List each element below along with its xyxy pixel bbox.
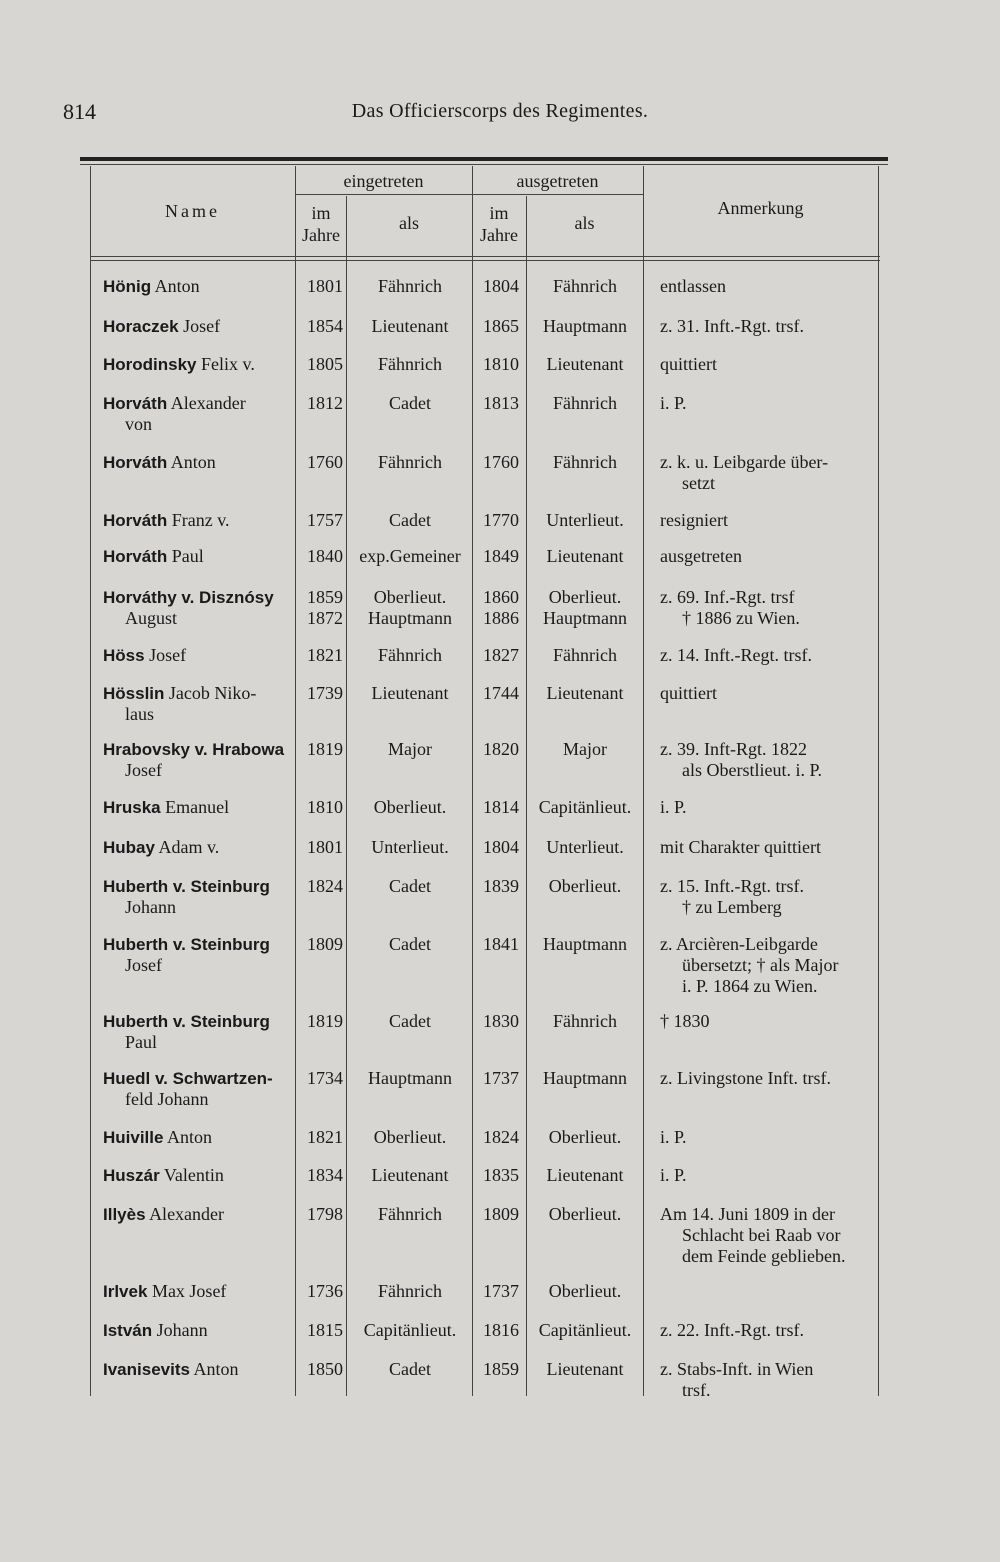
exit-rank: Capitänlieut.	[538, 797, 632, 817]
exit-year-line: 1886	[483, 608, 519, 628]
header-in-year: im Jahre	[302, 203, 340, 245]
surname: Hönig	[103, 277, 152, 296]
exit-year: 1810	[483, 354, 519, 374]
remark-line: i. P.	[660, 1165, 687, 1185]
name-cell	[103, 645, 298, 666]
remark-line: quittiert	[660, 354, 717, 374]
exit-rank-line: Oberlieut.	[548, 587, 622, 607]
name-cell	[103, 1320, 298, 1341]
remark-line: z. Livingstone Inft. trsf.	[660, 1068, 831, 1088]
column-divider	[526, 196, 527, 1396]
column-divider	[472, 166, 473, 1396]
given-name: Alexander	[149, 1204, 225, 1224]
surname: Horváthy v. Disznósy	[103, 588, 274, 607]
name-cell	[103, 1165, 298, 1186]
surname: Huberth v. Steinburg	[103, 877, 270, 896]
name-continuation: Josef	[125, 760, 162, 780]
exit-year: 1809	[483, 1204, 519, 1224]
remark-cell	[660, 1127, 882, 1148]
remark-cell	[660, 316, 882, 337]
name-cell	[103, 354, 298, 375]
remark-cell	[660, 934, 882, 997]
exit-rank: Fähnrich	[553, 276, 617, 296]
remark-cell	[660, 683, 882, 704]
surname: Horváth	[103, 547, 168, 566]
remark-line: resigniert	[660, 510, 728, 530]
name-cell	[103, 1127, 298, 1148]
exit-rank: Fähnrich	[553, 452, 617, 472]
surname: Huberth v. Steinburg	[103, 935, 270, 954]
remark-line: † 1886 zu Wien.	[682, 608, 800, 628]
entry-rank: Cadet	[389, 393, 431, 413]
remark-line: Am 14. Juni 1809 in der	[660, 1204, 835, 1224]
exit-year: 1804	[483, 837, 519, 857]
exit-year: 1737	[483, 1281, 519, 1301]
name-cell	[103, 546, 298, 567]
entry-year-line: 1872	[307, 608, 343, 628]
entry-rank: exp.Gemeiner	[359, 546, 461, 566]
entry-rank-line: Oberlieut.	[373, 587, 447, 607]
exit-year: 1804	[483, 276, 519, 296]
entry-rank: Capitänlieut.	[363, 1320, 457, 1340]
entry-year: 1736	[307, 1281, 343, 1301]
name-cell	[103, 1068, 298, 1110]
exit-rank: Oberlieut.	[548, 1127, 622, 1147]
entry-year: 1815	[307, 1320, 343, 1340]
exit-year: 1841	[483, 934, 519, 954]
exit-year: 1744	[483, 683, 519, 703]
given-name: Anton	[193, 1359, 239, 1379]
header-eingetreten: eingetreten	[343, 171, 424, 191]
exit-year: 1824	[483, 1127, 519, 1147]
exit-year: 1816	[483, 1320, 519, 1340]
entry-year: 1824	[307, 876, 343, 896]
surname: Huedl v. Schwartzen-	[103, 1069, 273, 1088]
entry-year: 1840	[307, 546, 343, 566]
entry-year: 1821	[307, 1127, 343, 1147]
given-name: Johann	[156, 1320, 208, 1340]
surname: Horváth	[103, 511, 168, 530]
entry-rank: Cadet	[389, 1359, 431, 1379]
exit-year: 1813	[483, 393, 519, 413]
remark-cell	[660, 1011, 882, 1032]
remark-cell	[660, 510, 882, 531]
entry-rank: Major	[388, 739, 432, 759]
entry-year: 1810	[307, 797, 343, 817]
remark-line: i. P.	[660, 393, 687, 413]
given-name: Emanuel	[165, 797, 230, 817]
remark-line: z. Stabs-Inft. in Wien	[660, 1359, 814, 1379]
entry-rank: Fähnrich	[378, 1204, 442, 1224]
remark-cell	[660, 1204, 882, 1267]
surname: Irlvek	[103, 1282, 148, 1301]
entry-rank: Fähnrich	[378, 645, 442, 665]
remark-line: † 1830	[660, 1011, 710, 1031]
header-in-als: als	[399, 213, 419, 233]
surname: Huiville	[103, 1128, 164, 1147]
remark-line: entlassen	[660, 276, 726, 296]
table-top-rule-thin	[80, 164, 888, 165]
entry-year-line: 1859	[307, 587, 343, 607]
remark-cell	[660, 587, 882, 629]
remark-line: setzt	[682, 473, 715, 493]
header-ausgetreten: ausgetreten	[516, 171, 599, 191]
remark-cell	[660, 1068, 882, 1089]
entry-rank: Oberlieut.	[373, 1127, 447, 1147]
entry-rank: Hauptmann	[368, 1068, 452, 1088]
surname: Horodinsky	[103, 355, 197, 374]
name-cell	[103, 1204, 298, 1225]
entry-year	[300, 587, 350, 629]
remark-cell	[660, 797, 882, 818]
remark-cell	[660, 393, 882, 414]
entry-year: 1805	[307, 354, 343, 374]
surname: Hösslin	[103, 684, 165, 703]
entry-rank: Fähnrich	[378, 1281, 442, 1301]
header-subrule	[295, 194, 472, 195]
exit-rank: Fähnrich	[553, 645, 617, 665]
name-continuation: laus	[125, 704, 154, 724]
given-name: Anton	[166, 1127, 212, 1147]
surname: Hruska	[103, 798, 161, 817]
name-cell	[103, 587, 298, 629]
surname: Horaczek	[103, 317, 179, 336]
running-head: Das Officierscorps des Regimentes.	[351, 100, 649, 122]
exit-rank: Fähnrich	[553, 1011, 617, 1031]
name-continuation: Josef	[125, 955, 162, 975]
exit-rank: Hauptmann	[543, 1068, 627, 1088]
remark-cell	[660, 276, 882, 297]
surname: Horváth	[103, 394, 168, 413]
remark-line: ausgetreten	[660, 546, 742, 566]
entry-year: 1812	[307, 393, 343, 413]
entry-year: 1760	[307, 452, 343, 472]
surname: Hubay	[103, 838, 155, 857]
surname: Hrabovsky v. Hrabowa	[103, 740, 285, 759]
surname: Illyès	[103, 1205, 146, 1224]
given-name: Max Josef	[151, 1281, 227, 1301]
remark-line: z. 22. Inft.-Rgt. trsf.	[660, 1320, 804, 1340]
exit-year: 1827	[483, 645, 519, 665]
remark-cell	[660, 546, 882, 567]
remark-line: i. P. 1864 zu Wien.	[682, 976, 818, 996]
header-remark: Anmerkung	[717, 198, 804, 218]
entry-rank: Fähnrich	[378, 452, 442, 472]
given-name: Adam v.	[158, 837, 220, 857]
surname: Ivanisevits	[103, 1360, 190, 1379]
name-cell	[103, 876, 298, 918]
given-name: Josef	[149, 645, 187, 665]
name-cell	[103, 1281, 298, 1302]
entry-year: 1798	[307, 1204, 343, 1224]
entry-year: 1834	[307, 1165, 343, 1185]
header-out-year: im Jahre	[480, 203, 518, 245]
entry-year: 1821	[307, 645, 343, 665]
exit-rank: Major	[563, 739, 607, 759]
exit-rank: Lieutenant	[546, 683, 624, 703]
exit-rank: Unterlieut.	[546, 837, 624, 857]
given-name: Jacob Niko-	[168, 683, 257, 703]
entry-year: 1734	[307, 1068, 343, 1088]
exit-year: 1820	[483, 739, 519, 759]
remark-cell	[660, 1165, 882, 1186]
remark-line: Schlacht bei Raab vor	[682, 1225, 841, 1245]
given-name: Alexander	[170, 393, 246, 413]
exit-rank	[528, 587, 642, 629]
exit-year: 1737	[483, 1068, 519, 1088]
entry-rank: Fähnrich	[378, 276, 442, 296]
entry-year: 1809	[307, 934, 343, 954]
remark-cell	[660, 876, 882, 918]
entry-rank: Cadet	[389, 876, 431, 896]
entry-year: 1854	[307, 316, 343, 336]
exit-year: 1760	[483, 452, 519, 472]
remark-line: i. P.	[660, 797, 687, 817]
remark-line: z. 39. Inft-Rgt. 1822	[660, 739, 807, 759]
remark-cell	[660, 837, 882, 858]
remark-line: trsf.	[682, 1380, 711, 1400]
entry-rank: Cadet	[389, 934, 431, 954]
entry-year: 1819	[307, 739, 343, 759]
name-cell	[103, 316, 298, 337]
exit-rank: Lieutenant	[546, 1165, 624, 1185]
header-out-als: als	[574, 213, 595, 233]
entry-year: 1819	[307, 1011, 343, 1031]
remark-cell	[660, 645, 882, 666]
remark-line: z. 14. Inft.-Regt. trsf.	[660, 645, 812, 665]
remark-line: übersetzt; † als Major	[682, 955, 839, 975]
remark-line: z. 15. Inft.-Rgt. trsf.	[660, 876, 804, 896]
exit-year: 1830	[483, 1011, 519, 1031]
remark-line: als Oberstlieut. i. P.	[682, 760, 822, 780]
remark-line: mit Charakter quittiert	[660, 837, 821, 857]
name-continuation: August	[125, 608, 178, 628]
exit-year: 1770	[483, 510, 519, 530]
entry-rank: Cadet	[389, 510, 431, 530]
remark-cell	[660, 1359, 882, 1401]
name-cell	[103, 1359, 298, 1380]
header-rule-double	[90, 260, 880, 261]
exit-rank: Oberlieut.	[548, 876, 622, 896]
exit-rank: Hauptmann	[543, 934, 627, 954]
remark-cell	[660, 354, 882, 375]
remark-line: z. Arcièren-Leibgarde	[660, 934, 818, 954]
surname: István	[103, 1321, 153, 1340]
entry-rank: Lieutenant	[371, 316, 449, 336]
exit-year: 1839	[483, 876, 519, 896]
name-cell	[103, 683, 298, 725]
given-name: Felix v.	[201, 354, 255, 374]
surname: Höss	[103, 646, 145, 665]
exit-year: 1814	[483, 797, 519, 817]
exit-year: 1865	[483, 316, 519, 336]
entry-rank: Oberlieut.	[373, 797, 447, 817]
entry-year: 1757	[307, 510, 343, 530]
entry-year: 1850	[307, 1359, 343, 1379]
surname: Horváth	[103, 453, 168, 472]
remark-line: † zu Lemberg	[682, 897, 782, 917]
name-cell	[103, 1011, 298, 1053]
given-name: Valentin	[163, 1165, 224, 1185]
entry-rank: Lieutenant	[371, 683, 449, 703]
entry-rank: Unterlieut.	[371, 837, 449, 857]
name-cell	[103, 934, 298, 976]
table-top-rule	[80, 157, 888, 161]
entry-rank	[348, 587, 472, 629]
exit-year: 1859	[483, 1359, 519, 1379]
exit-rank: Lieutenant	[546, 546, 624, 566]
exit-rank: Lieutenant	[546, 354, 624, 374]
exit-rank: Oberlieut.	[548, 1204, 622, 1224]
entry-rank: Cadet	[389, 1011, 431, 1031]
column-divider	[643, 166, 644, 1396]
exit-rank-line: Hauptmann	[543, 608, 627, 628]
exit-rank: Lieutenant	[546, 1359, 624, 1379]
column-divider	[90, 166, 91, 1396]
name-continuation: Johann	[125, 897, 176, 917]
exit-year	[476, 587, 526, 629]
remark-cell	[660, 452, 882, 494]
remark-line: z. k. u. Leibgarde über-	[660, 452, 829, 472]
remark-line: i. P.	[660, 1127, 687, 1147]
name-cell	[103, 837, 298, 858]
remark-cell	[660, 1320, 882, 1341]
exit-rank: Hauptmann	[543, 316, 627, 336]
name-cell	[103, 739, 298, 781]
exit-rank: Fähnrich	[553, 393, 617, 413]
exit-rank: Oberlieut.	[548, 1281, 622, 1301]
surname: Huberth v. Steinburg	[103, 1012, 270, 1031]
name-continuation: Paul	[125, 1032, 158, 1052]
entry-year: 1801	[307, 276, 343, 296]
page-number: 814	[63, 99, 96, 124]
given-name: Anton	[154, 276, 200, 296]
surname: Huszár	[103, 1166, 160, 1185]
entry-rank: Lieutenant	[371, 1165, 449, 1185]
given-name: Paul	[171, 546, 204, 566]
name-cell	[103, 393, 298, 435]
name-cell	[103, 276, 298, 297]
name-cell	[103, 452, 298, 473]
entry-year: 1801	[307, 837, 343, 857]
name-cell	[103, 797, 298, 818]
remark-line: z. 31. Inft.-Rgt. trsf.	[660, 316, 804, 336]
exit-year-line: 1860	[483, 587, 519, 607]
exit-year: 1849	[483, 546, 519, 566]
exit-rank: Unterlieut.	[546, 510, 624, 530]
given-name: Anton	[170, 452, 216, 472]
remark-cell	[660, 739, 882, 781]
entry-year: 1739	[307, 683, 343, 703]
header-subrule	[472, 194, 643, 195]
remark-line: z. 69. Inf.-Rgt. trsf	[660, 587, 795, 607]
given-name: Josef	[183, 316, 221, 336]
entry-rank: Fähnrich	[378, 354, 442, 374]
exit-rank: Capitänlieut.	[538, 1320, 632, 1340]
entry-rank-line: Hauptmann	[368, 608, 452, 628]
given-name: Franz v.	[171, 510, 230, 530]
header-name: Name	[165, 201, 220, 221]
exit-year: 1835	[483, 1165, 519, 1185]
remark-line: dem Feinde geblieben.	[682, 1246, 846, 1266]
header-rule	[90, 256, 880, 257]
name-cell	[103, 510, 298, 531]
name-continuation: feld Johann	[125, 1089, 209, 1109]
remark-line: quittiert	[660, 683, 717, 703]
name-continuation: von	[125, 414, 152, 434]
